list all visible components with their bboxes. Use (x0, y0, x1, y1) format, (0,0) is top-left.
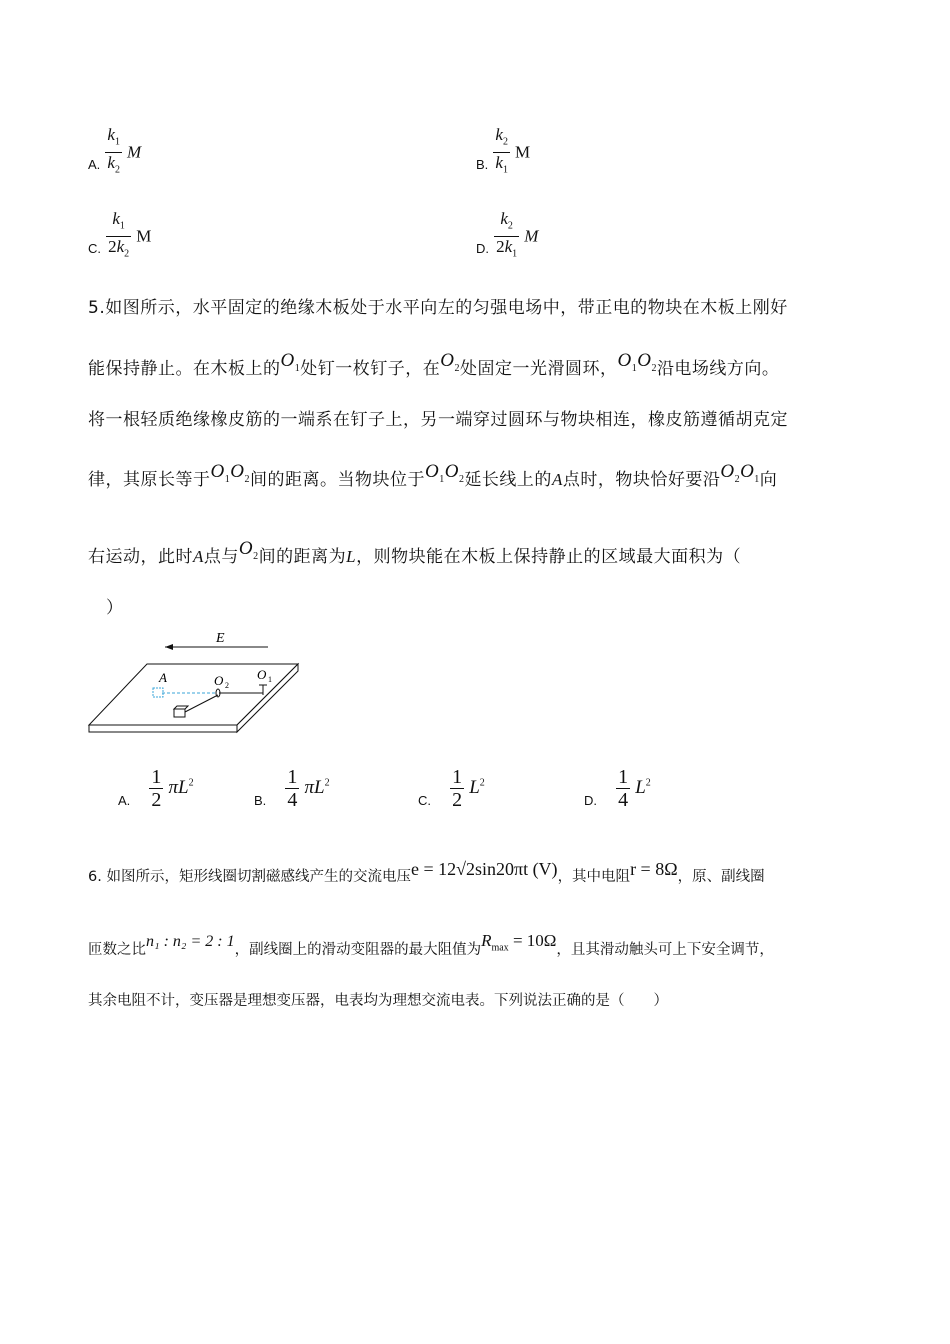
q5-line-6: ） (106, 598, 124, 618)
q5-option-a[interactable]: $_{A.}$ $\frac{1}{2}$ $\pi L^2$ (118, 766, 194, 811)
q5-line-2: 能保持静止。在木板上的$O_1$处钉一枚钉子，在$O_2$处固定一光滑圆环，$O_1O_2$沿电场线方向。 (88, 350, 780, 379)
q4-option-d[interactable]: $_{D.}$ $\frac{k_2}{2k_1}$ M (476, 209, 538, 265)
label-o1-sub: 1 (268, 675, 272, 684)
label-a: A (159, 670, 167, 685)
q5-option-d[interactable]: $_{D.}$ $\frac{1}{4}$ $L^2$ (584, 766, 651, 811)
board-top (89, 664, 298, 725)
q4-option-a[interactable]: $_{A.}$ $\frac{k_1}{k_2}$ M (88, 125, 141, 181)
q5-line-4: 律，其原长等于$O_1O_2$间的距离。当物块位于$O_1O_2$延长线上的A点时，物块恰好要沿$O_2O_1$向 (88, 461, 778, 490)
q4-option-c[interactable]: $_{C.}$ $\frac{k_1}{2k_2}$ M (88, 209, 151, 265)
field-label: E (216, 631, 225, 646)
field-arrow-head (165, 644, 173, 650)
q6-line-3: 其余电阻不计，变压器是理想变压器，电表均为理想交流电表。下列说法正确的是（ ） (88, 993, 668, 1009)
q5-option-b[interactable]: $_{B.}$ $\frac{1}{4}$ $\pi L^2$ (254, 766, 330, 811)
label-o2-sub: 2 (225, 681, 229, 690)
label-o2: O (214, 673, 224, 688)
label-o1: O (257, 667, 267, 682)
q6-line-2: 匝数之比n₁ : n₂ = 2 : 1，副线圈上的滑动变阻器的最大阻值为$R_{max} = 10\Omega$，且其滑动触头可上下安全调节， (88, 931, 774, 958)
block (174, 709, 185, 717)
fraction: $\frac{k_2}{2k_1}$ (496, 209, 518, 260)
q6-line-1: 6. 如图所示，矩形线圈切割磁感线产生的交流电压e = 12√2sin20πt (V)，其中电阻r = 8Ω，原、副线圈 (88, 859, 765, 885)
board-front (89, 725, 237, 732)
fraction: $\frac{k_1}{k_2}$ (107, 125, 120, 176)
fraction: $\frac{k_2}{k_1}$ (495, 125, 508, 176)
option-letter: A. (88, 157, 101, 173)
q5-figure (85, 622, 310, 740)
q5-line-1: 5.如图所示，水平固定的绝缘木板处于水平向左的匀强电场中，带正电的物块在木板上刚好 (88, 298, 788, 318)
q5-line-5: 右运动，此时A点与$O_2$间的距离为L，则物块能在木板上保持静止的区域最大面积为（ (88, 538, 742, 567)
block-top (174, 706, 188, 709)
q5-line-3: 将一根轻质绝缘橡皮筋的一端系在钉子上，另一端穿过圆环与物块相连，橡皮筋遵循胡克定 (88, 410, 788, 430)
fraction: $\frac{k_1}{2k_2}$ (108, 209, 130, 260)
q5-option-c[interactable]: $_{C.}$ $\frac{1}{2}$ $L^2$ (418, 766, 485, 811)
q4-option-b[interactable]: $_{B.}$ $\frac{k_2}{k_1}$ M (476, 125, 530, 181)
